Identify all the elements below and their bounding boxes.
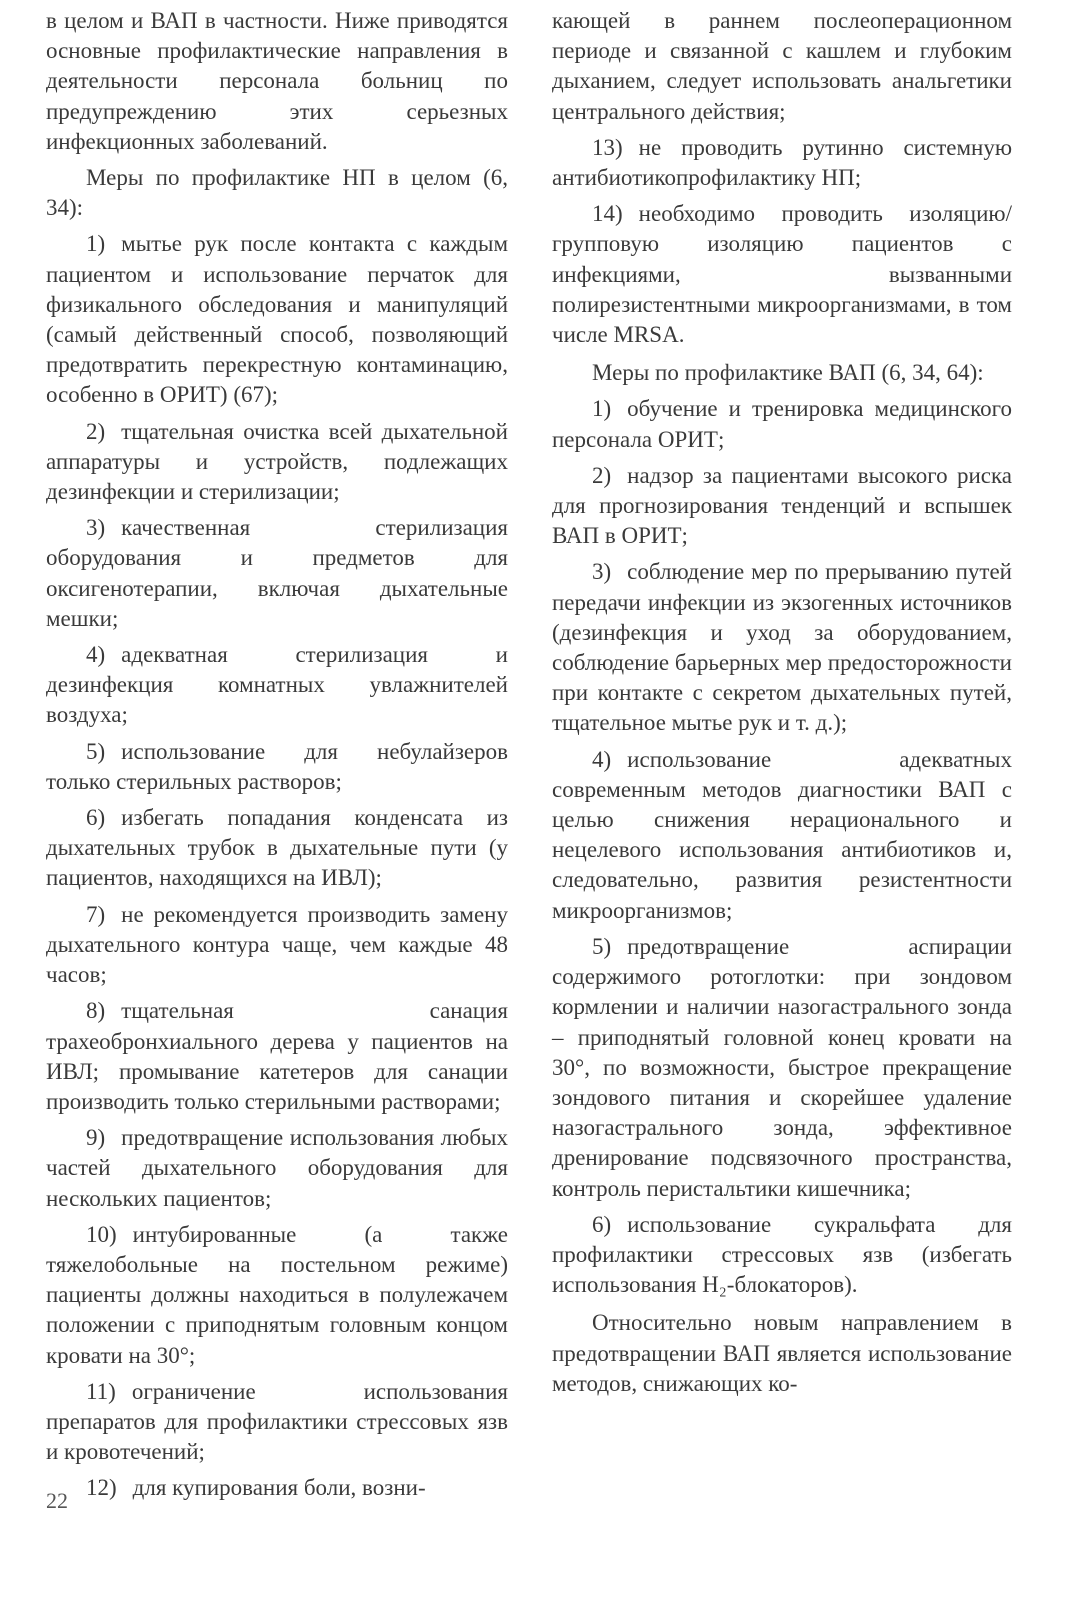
list-item: 8) тщательная санация трахеобронхиального дерева у пациентов на ИВЛ; промывание катетеров для санации производить только стерильными растворами;: [46, 998, 508, 1114]
list-item: 13) не проводить рутинно системную антибиотикопрофилактику НП;: [552, 134, 1012, 191]
page-number: 22: [46, 1488, 68, 1513]
left-column: [46, 6, 508, 1504]
right-column: [552, 6, 1012, 1399]
list-item: 5) использование для небулайзеров только стерильных растворов;: [46, 738, 508, 794]
list-item: 7) не рекомендуется производить замену дыхательного контура чаще, чем каждые 48 часов;: [46, 901, 508, 988]
list-item: 3) соблюдение мер по прерыванию путей передачи инфекции из экзогенных источников (дезинфекция и уход за оборудованием, соблюдение барьерных мер предосторожности при контакте с секретом дыхательных путей, тщательное мытье рук и т. д.);: [552, 559, 1012, 736]
section-heading-vap: Меры по профилактике ВАП (6, 34, 64):: [592, 360, 984, 386]
paragraph: кающей в раннем послеоперационном периоде и связанной с кашлем и глубоким дыханием, следует использовать анальгетики центрального действия;: [552, 8, 1012, 124]
list-item: 5) предотвращение аспирации содержимого ротоглотки: при зондовом кормлении и наличии назогастрального зонда – приподнятый головной конец кровати на 30°, по возможности, быстрое прекращение зондового питания и скорейшее удаление назогастрального зонда, эффективное дренирование подсвязочного пространства, контроль перистальтики кишечника;: [552, 933, 1012, 1201]
list-item: 10) интубированные (а также тяжелобольные на постельном режиме) пациенты должны находиться в полулежачем положении с приподнятым головным концом кровати на 30°;: [46, 1221, 508, 1368]
list-item: 3) качественная стерилизация оборудования и предметов для оксигенотерапии, включая дыхательные мешки;: [46, 515, 508, 631]
list-item: 4) использование адекватных современным методов диагностики ВАП с целью снижения нерационального и нецелевого использования антибиотиков и, следовательно, развития резистентности микроорганизмов;: [552, 746, 1012, 923]
list-item: 1) мытье рук после контакта с каждым пациентом и использование перчаток для физикального обследования и манипуляций (самый действенный способ, позволяющий предотвратить перекрестную контаминацию, особенно в ОРИТ) (67);: [46, 231, 508, 408]
list-item: 6) использование сукральфата для профилактики стрессовых язв (избегать использования H₂-блокаторов).: [552, 1211, 1012, 1298]
list-item: 6) избегать попадания конденсата из дыхательных трубок в дыхательные пути (у пациентов, находящихся на ИВЛ);: [46, 805, 508, 891]
list-item: 1) обучение и тренировка медицинского персонала ОРИТ;: [552, 396, 1012, 452]
list-item: 2) надзор за пациентами высокого риска для прогнозирования тенденций и вспышек ВАП в ОРИТ;: [552, 462, 1012, 549]
list-item: 2) тщательная очистка всей дыхательной аппаратуры и устройств, подлежащих дезинфекции и стерилизации;: [46, 418, 508, 505]
paragraph: Относительно новым направлением в предотвращении ВАП является использование методов, снижающих ко-: [552, 1310, 1012, 1396]
section-heading-np: Меры по профилактике НП в целом (6, 34):: [46, 165, 508, 221]
list-item: 11) ограничение использования препаратов для профилактики стрессовых язв и кровотечений;: [46, 1378, 508, 1465]
list-item: 12) для купирования боли, возни-: [86, 1475, 426, 1501]
list-item: 9) предотвращение использования любых частей дыхательного оборудования для нескольких пациентов;: [46, 1125, 508, 1211]
list-item: 4) адекватная стерилизация и дезинфекция комнатных увлажнителей воздуха;: [46, 642, 508, 728]
list-item: 14) необходимо проводить изоляцию/групповую изоляцию пациентов с инфекциями, вызванными полирезистентными микроорганизмами, в том числе MRSA.: [552, 201, 1012, 348]
paragraph: в целом и ВАП в частности. Ниже приводятся основные профилактические направления в деятельности персонала больниц по предупреждению этих серьезных инфекционных заболеваний.: [46, 8, 508, 154]
